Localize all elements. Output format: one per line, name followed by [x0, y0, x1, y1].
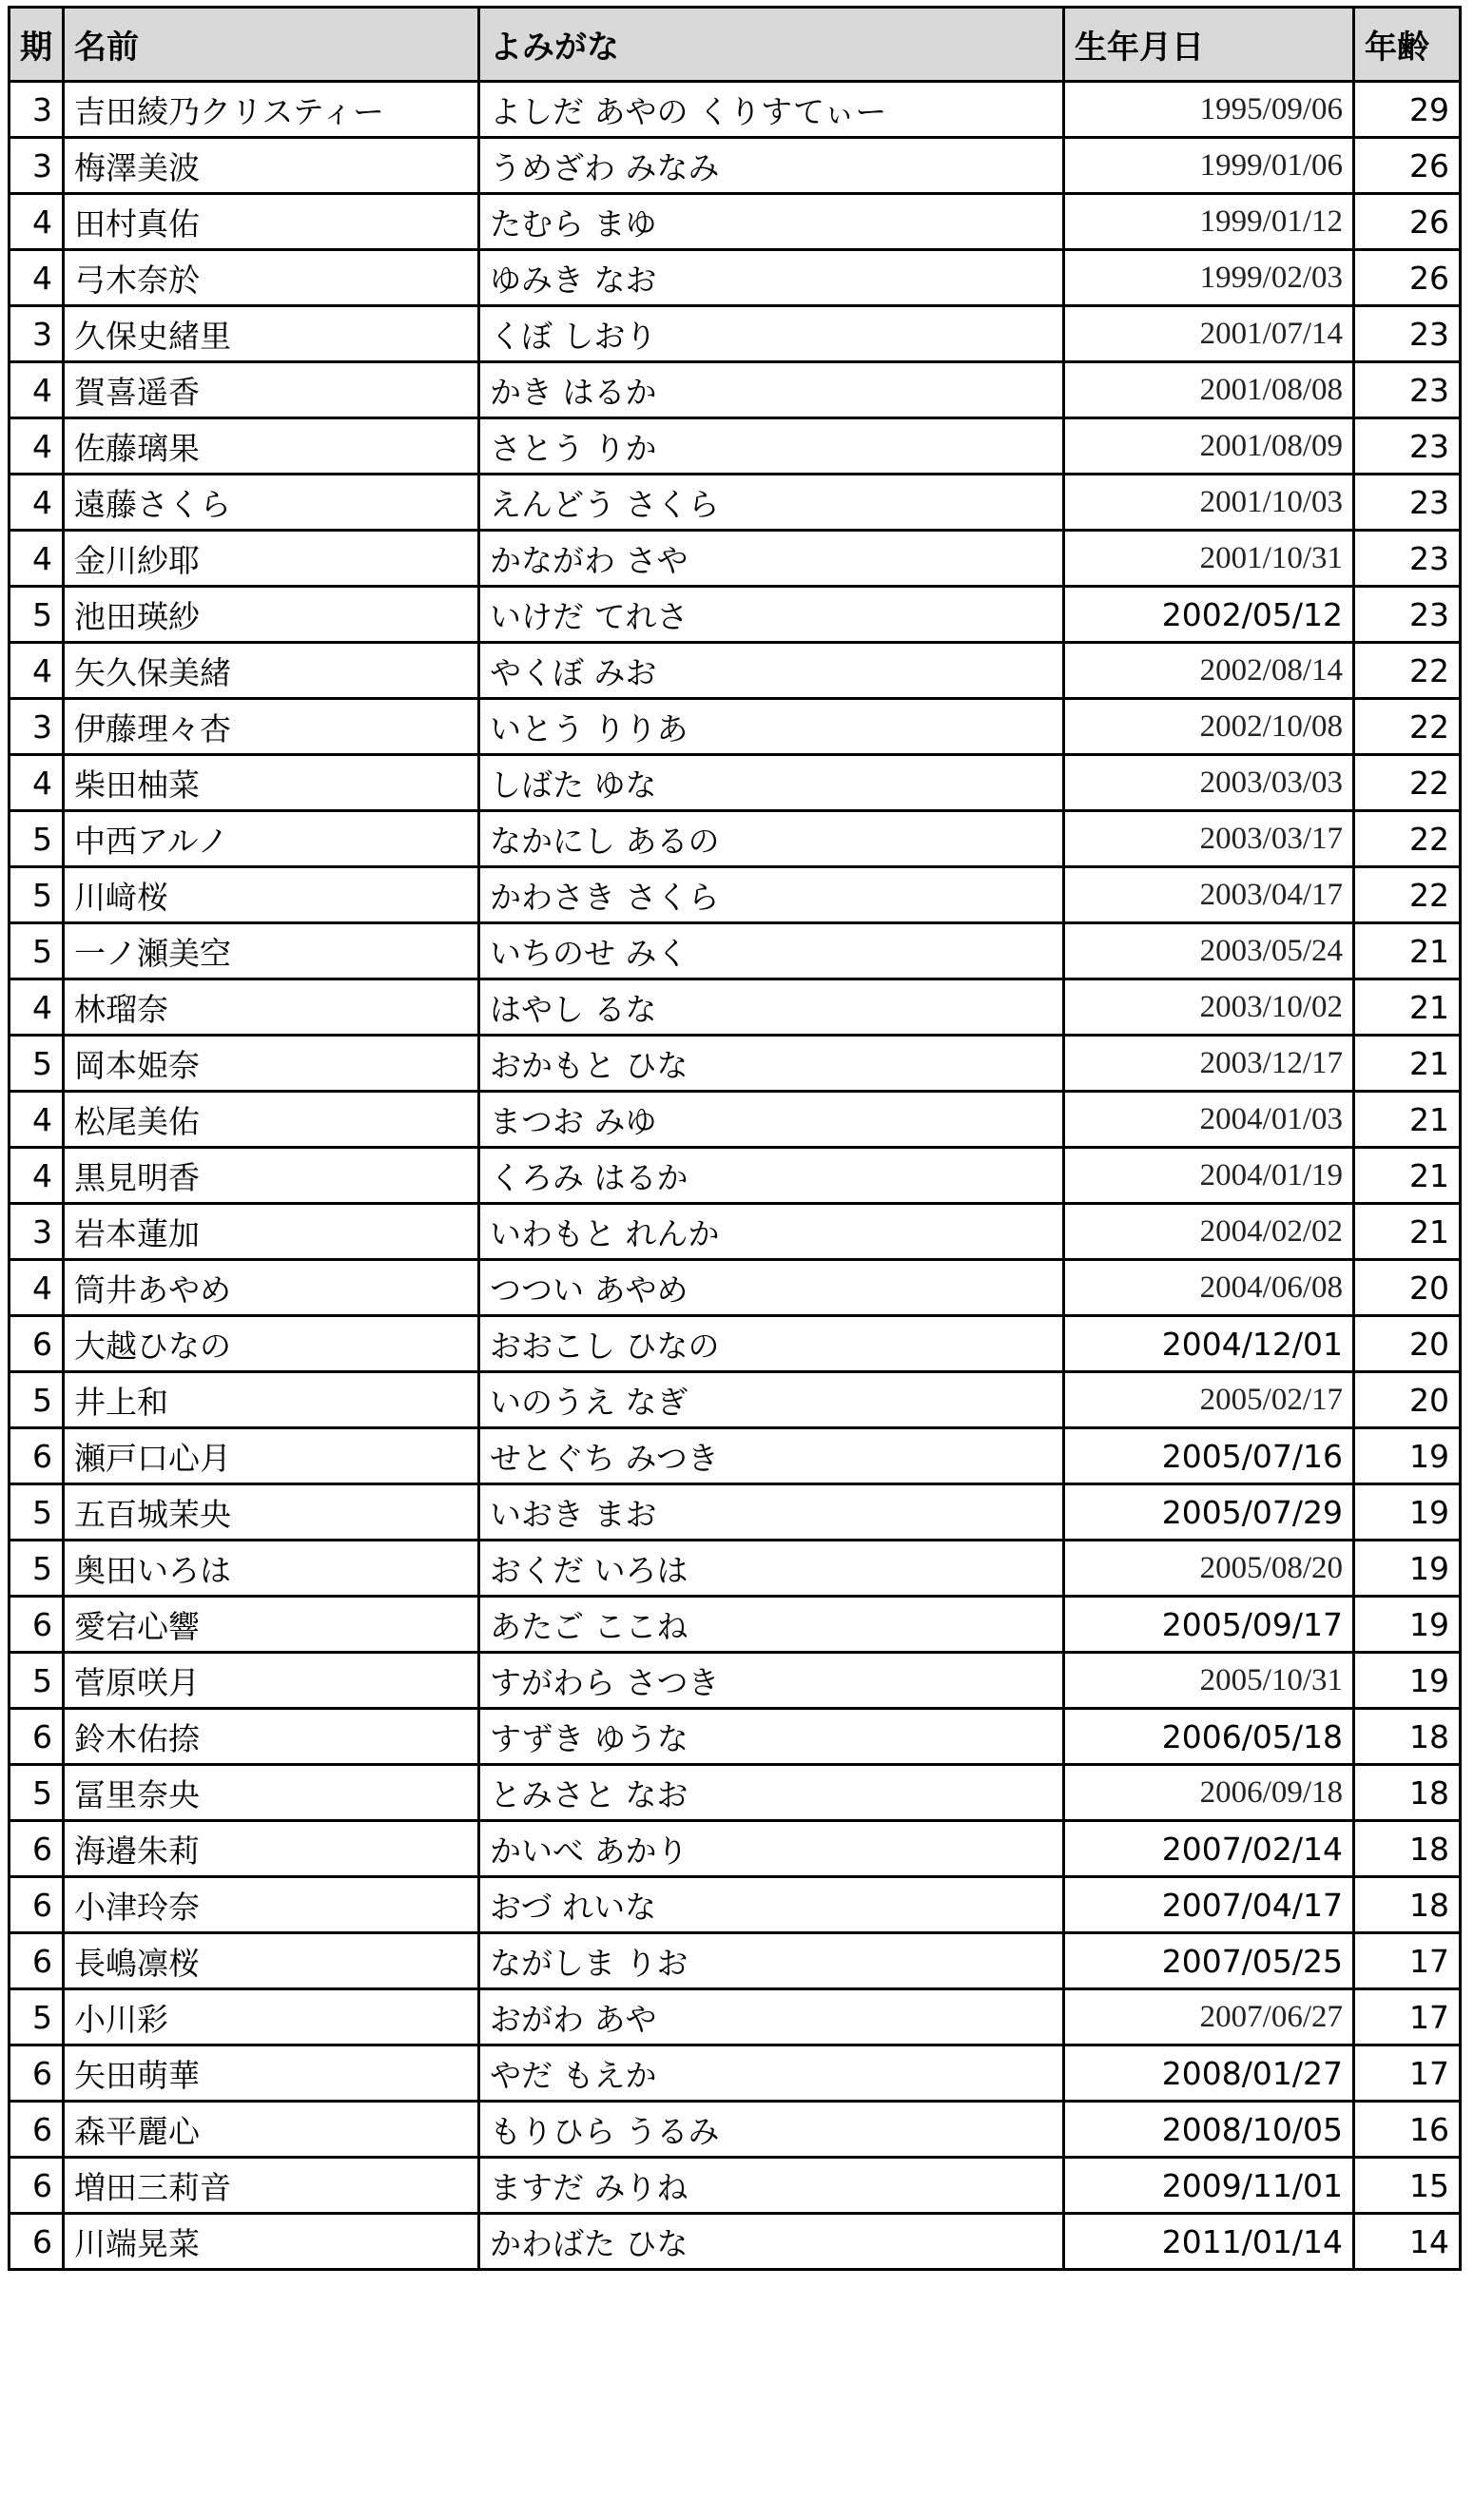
table-row: [10, 587, 1461, 643]
reading-cell[interactable]: もりひら うるみ: [479, 2102, 1064, 2158]
birthday-cell[interactable]: 2004/06/08: [1064, 1260, 1354, 1316]
name-cell[interactable]: 池田瑛紗: [64, 587, 479, 643]
table-row: [10, 194, 1461, 250]
generation-cell[interactable]: 4: [10, 1092, 64, 1148]
birthday-cell[interactable]: 2004/01/19: [1064, 1148, 1354, 1204]
table-header: [10, 8, 1461, 82]
birthday-cell[interactable]: 2001/10/03: [1064, 475, 1354, 531]
birthday-cell[interactable]: 1999/01/12: [1064, 194, 1354, 250]
reading-cell[interactable]: せとぐち みつき: [479, 1428, 1064, 1484]
age-cell[interactable]: 18: [1354, 1877, 1461, 1933]
table-row: [10, 1933, 1461, 1989]
age-cell[interactable]: 19: [1354, 1653, 1461, 1709]
birthday-cell[interactable]: 2005/07/16: [1064, 1428, 1354, 1484]
table-row: [10, 1653, 1461, 1709]
birthday-cell[interactable]: 2007/05/25: [1064, 1933, 1354, 1989]
age-cell[interactable]: 20: [1354, 1372, 1461, 1428]
table-row: [10, 362, 1461, 418]
table-row: [10, 755, 1461, 811]
table-row: [10, 2214, 1461, 2270]
generation-cell[interactable]: 6: [10, 2158, 64, 2214]
age-cell[interactable]: 16: [1354, 2102, 1461, 2158]
age-cell[interactable]: 22: [1354, 699, 1461, 755]
table-row: [10, 699, 1461, 755]
table-row: [10, 1541, 1461, 1597]
generation-cell[interactable]: 6: [10, 2045, 64, 2102]
reading-cell[interactable]: かき はるか: [479, 362, 1064, 418]
age-cell[interactable]: 17: [1354, 1933, 1461, 1989]
name-cell[interactable]: 森平麗心: [64, 2102, 479, 2158]
age-cell[interactable]: 23: [1354, 418, 1461, 475]
reading-cell[interactable]: つつい あやめ: [479, 1260, 1064, 1316]
generation-cell[interactable]: 5: [10, 1765, 64, 1821]
age-cell[interactable]: 19: [1354, 1541, 1461, 1597]
generation-cell[interactable]: 4: [10, 531, 64, 587]
birthday-cell[interactable]: 2003/04/17: [1064, 867, 1354, 923]
age-cell[interactable]: 17: [1354, 2045, 1461, 2102]
name-cell[interactable]: 金川紗耶: [64, 531, 479, 587]
age-cell[interactable]: 15: [1354, 2158, 1461, 2214]
birthday-cell[interactable]: 2005/02/17: [1064, 1372, 1354, 1428]
name-cell[interactable]: 鈴木佑捺: [64, 1709, 479, 1765]
name-cell[interactable]: 小津玲奈: [64, 1877, 479, 1933]
name-cell[interactable]: 伊藤理々杏: [64, 699, 479, 755]
birthday-cell[interactable]: 2007/04/17: [1064, 1877, 1354, 1933]
reading-cell[interactable]: すがわら さつき: [479, 1653, 1064, 1709]
age-cell[interactable]: 14: [1354, 2214, 1461, 2270]
birthday-cell[interactable]: 2005/07/29: [1064, 1484, 1354, 1541]
table-row: [10, 1092, 1461, 1148]
reading-cell[interactable]: ながしま りお: [479, 1933, 1064, 1989]
generation-cell[interactable]: 6: [10, 1933, 64, 1989]
age-cell[interactable]: 18: [1354, 1709, 1461, 1765]
table-row: [10, 1204, 1461, 1260]
header-name[interactable]: 名前: [64, 8, 479, 82]
birthday-cell[interactable]: 2001/08/08: [1064, 362, 1354, 418]
age-cell[interactable]: 21: [1354, 1092, 1461, 1148]
generation-cell[interactable]: 4: [10, 755, 64, 811]
name-cell[interactable]: 賀喜遥香: [64, 362, 479, 418]
generation-cell[interactable]: 4: [10, 475, 64, 531]
generation-cell[interactable]: 5: [10, 587, 64, 643]
table-row: [10, 475, 1461, 531]
age-cell[interactable]: 26: [1354, 194, 1461, 250]
generation-cell[interactable]: 5: [10, 811, 64, 867]
reading-cell[interactable]: よしだ あやの くりすてぃー: [479, 82, 1064, 138]
name-cell[interactable]: 井上和: [64, 1372, 479, 1428]
name-cell[interactable]: 佐藤璃果: [64, 418, 479, 475]
reading-cell[interactable]: いわもと れんか: [479, 1204, 1064, 1260]
generation-cell[interactable]: 6: [10, 1428, 64, 1484]
generation-cell[interactable]: 5: [10, 1372, 64, 1428]
name-cell[interactable]: 松尾美佑: [64, 1092, 479, 1148]
name-cell[interactable]: 筒井あやめ: [64, 1260, 479, 1316]
generation-cell[interactable]: 6: [10, 2214, 64, 2270]
reading-cell[interactable]: すずき ゆうな: [479, 1709, 1064, 1765]
birthday-cell[interactable]: 1999/01/06: [1064, 138, 1354, 194]
table-row: [10, 979, 1461, 1036]
name-cell[interactable]: 奥田いろは: [64, 1541, 479, 1597]
table-row: [10, 1709, 1461, 1765]
table-row: [10, 1989, 1461, 2045]
name-cell[interactable]: 久保史緒里: [64, 306, 479, 362]
member-table: [8, 6, 1462, 2271]
age-cell[interactable]: 17: [1354, 1989, 1461, 2045]
reading-cell[interactable]: えんどう さくら: [479, 475, 1064, 531]
generation-cell[interactable]: 3: [10, 699, 64, 755]
generation-cell[interactable]: 4: [10, 362, 64, 418]
birthday-cell[interactable]: 2011/01/14: [1064, 2214, 1354, 2270]
name-cell[interactable]: 柴田柚菜: [64, 755, 479, 811]
name-cell[interactable]: 吉田綾乃クリスティー: [64, 82, 479, 138]
reading-cell[interactable]: かわさき さくら: [479, 867, 1064, 923]
table-row: [10, 138, 1461, 194]
generation-cell[interactable]: 4: [10, 1260, 64, 1316]
birthday-cell[interactable]: 2002/05/12: [1064, 587, 1354, 643]
reading-cell[interactable]: とみさと なお: [479, 1765, 1064, 1821]
generation-cell[interactable]: 5: [10, 1484, 64, 1541]
table-row: [10, 1260, 1461, 1316]
reading-cell[interactable]: うめざわ みなみ: [479, 138, 1064, 194]
generation-cell[interactable]: 6: [10, 1709, 64, 1765]
reading-cell[interactable]: なかにし あるの: [479, 811, 1064, 867]
generation-cell[interactable]: 5: [10, 1036, 64, 1092]
generation-cell[interactable]: 5: [10, 923, 64, 979]
name-cell[interactable]: 一ノ瀬美空: [64, 923, 479, 979]
birthday-cell[interactable]: 2005/08/20: [1064, 1541, 1354, 1597]
reading-cell[interactable]: しばた ゆな: [479, 755, 1064, 811]
reading-cell[interactable]: あたご ここね: [479, 1597, 1064, 1653]
table-row: [10, 1821, 1461, 1877]
age-cell[interactable]: 20: [1354, 1316, 1461, 1372]
birthday-cell[interactable]: 2008/01/27: [1064, 2045, 1354, 2102]
name-cell[interactable]: 中西アルノ: [64, 811, 479, 867]
table-row: [10, 1428, 1461, 1484]
table-row: [10, 82, 1461, 138]
reading-cell[interactable]: かわばた ひな: [479, 2214, 1064, 2270]
age-cell[interactable]: 19: [1354, 1597, 1461, 1653]
table-row: [10, 1765, 1461, 1821]
birthday-cell[interactable]: 2003/03/17: [1064, 811, 1354, 867]
reading-cell[interactable]: さとう りか: [479, 418, 1064, 475]
age-cell[interactable]: 23: [1354, 362, 1461, 418]
age-cell[interactable]: 21: [1354, 979, 1461, 1036]
birthday-cell[interactable]: 2005/10/31: [1064, 1653, 1354, 1709]
age-cell[interactable]: 22: [1354, 643, 1461, 699]
age-cell[interactable]: 23: [1354, 475, 1461, 531]
table-row: [10, 643, 1461, 699]
generation-cell[interactable]: 3: [10, 1204, 64, 1260]
table-row: [10, 811, 1461, 867]
birthday-cell[interactable]: 2007/02/14: [1064, 1821, 1354, 1877]
age-cell[interactable]: 21: [1354, 1204, 1461, 1260]
table-row: [10, 418, 1461, 475]
age-cell[interactable]: 23: [1354, 531, 1461, 587]
birthday-cell[interactable]: 2006/09/18: [1064, 1765, 1354, 1821]
reading-cell[interactable]: やくぼ みお: [479, 643, 1064, 699]
birthday-cell[interactable]: 2006/05/18: [1064, 1709, 1354, 1765]
age-cell[interactable]: 29: [1354, 82, 1461, 138]
birthday-cell[interactable]: 2001/10/31: [1064, 531, 1354, 587]
generation-cell[interactable]: 5: [10, 867, 64, 923]
name-cell[interactable]: 長嶋凛桜: [64, 1933, 479, 1989]
age-cell[interactable]: 18: [1354, 1821, 1461, 1877]
name-cell[interactable]: 菅原咲月: [64, 1653, 479, 1709]
table-row: [10, 1148, 1461, 1204]
table-row: [10, 306, 1461, 362]
birthday-cell[interactable]: 2001/07/14: [1064, 306, 1354, 362]
name-cell[interactable]: 梅澤美波: [64, 138, 479, 194]
name-cell[interactable]: 矢久保美緒: [64, 643, 479, 699]
generation-cell[interactable]: 5: [10, 1653, 64, 1709]
birthday-cell[interactable]: 1995/09/06: [1064, 82, 1354, 138]
table-row: [10, 2045, 1461, 2102]
header-birthday[interactable]: 生年月日: [1064, 8, 1354, 82]
reading-cell[interactable]: くぼ しおり: [479, 306, 1064, 362]
header-generation[interactable]: 期: [10, 8, 64, 82]
birthday-cell[interactable]: 2003/12/17: [1064, 1036, 1354, 1092]
birthday-cell[interactable]: 2003/03/03: [1064, 755, 1354, 811]
birthday-cell[interactable]: 2004/02/02: [1064, 1204, 1354, 1260]
generation-cell[interactable]: 6: [10, 1316, 64, 1372]
generation-cell[interactable]: 3: [10, 82, 64, 138]
table-row: [10, 250, 1461, 306]
age-cell[interactable]: 23: [1354, 306, 1461, 362]
age-cell[interactable]: 21: [1354, 1036, 1461, 1092]
generation-cell[interactable]: 6: [10, 1597, 64, 1653]
table-row: [10, 1484, 1461, 1541]
birthday-cell[interactable]: 1999/02/03: [1064, 250, 1354, 306]
table-row: [10, 1372, 1461, 1428]
table-row: [10, 867, 1461, 923]
name-cell[interactable]: 増田三莉音: [64, 2158, 479, 2214]
generation-cell[interactable]: 3: [10, 306, 64, 362]
name-cell[interactable]: 小川彩: [64, 1989, 479, 2045]
table-row: [10, 1316, 1461, 1372]
name-cell[interactable]: 瀬戸口心月: [64, 1428, 479, 1484]
reading-cell[interactable]: いのうえ なぎ: [479, 1372, 1064, 1428]
birthday-cell[interactable]: 2004/12/01: [1064, 1316, 1354, 1372]
generation-cell[interactable]: 3: [10, 138, 64, 194]
birthday-cell[interactable]: 2002/08/14: [1064, 643, 1354, 699]
name-cell[interactable]: 愛宕心響: [64, 1597, 479, 1653]
reading-cell[interactable]: おおこし ひなの: [479, 1316, 1064, 1372]
name-cell[interactable]: 冨里奈央: [64, 1765, 479, 1821]
reading-cell[interactable]: おかもと ひな: [479, 1036, 1064, 1092]
table-row: [10, 1597, 1461, 1653]
name-cell[interactable]: 岩本蓮加: [64, 1204, 479, 1260]
reading-cell[interactable]: かいべ あかり: [479, 1821, 1064, 1877]
generation-cell[interactable]: 4: [10, 1148, 64, 1204]
age-cell[interactable]: 20: [1354, 1260, 1461, 1316]
age-cell[interactable]: 18: [1354, 1765, 1461, 1821]
reading-cell[interactable]: まつお みゆ: [479, 1092, 1064, 1148]
header-row: [10, 8, 1461, 82]
name-cell[interactable]: 矢田萌華: [64, 2045, 479, 2102]
name-cell[interactable]: 川端晃菜: [64, 2214, 479, 2270]
name-cell[interactable]: 弓木奈於: [64, 250, 479, 306]
name-cell[interactable]: 林瑠奈: [64, 979, 479, 1036]
name-cell[interactable]: 川﨑桜: [64, 867, 479, 923]
table-row: [10, 1877, 1461, 1933]
birthday-cell[interactable]: 2004/01/03: [1064, 1092, 1354, 1148]
reading-cell[interactable]: ますだ みりね: [479, 2158, 1064, 2214]
reading-cell[interactable]: ゆみき なお: [479, 250, 1064, 306]
name-cell[interactable]: 海邉朱莉: [64, 1821, 479, 1877]
generation-cell[interactable]: 4: [10, 643, 64, 699]
generation-cell[interactable]: 5: [10, 1541, 64, 1597]
reading-cell[interactable]: おがわ あや: [479, 1989, 1064, 2045]
birthday-cell[interactable]: 2002/10/08: [1064, 699, 1354, 755]
generation-cell[interactable]: 5: [10, 1989, 64, 2045]
reading-cell[interactable]: くろみ はるか: [479, 1148, 1064, 1204]
generation-cell[interactable]: 4: [10, 194, 64, 250]
birthday-cell[interactable]: 2005/09/17: [1064, 1597, 1354, 1653]
header-reading[interactable]: よみがな: [479, 8, 1064, 82]
reading-cell[interactable]: いけだ てれさ: [479, 587, 1064, 643]
age-cell[interactable]: 21: [1354, 923, 1461, 979]
birthday-cell[interactable]: 2008/10/05: [1064, 2102, 1354, 2158]
generation-cell[interactable]: 4: [10, 418, 64, 475]
generation-cell[interactable]: 4: [10, 979, 64, 1036]
generation-cell[interactable]: 4: [10, 250, 64, 306]
reading-cell[interactable]: いとう りりあ: [479, 699, 1064, 755]
birthday-cell[interactable]: 2009/11/01: [1064, 2158, 1354, 2214]
generation-cell[interactable]: 6: [10, 1821, 64, 1877]
age-cell[interactable]: 21: [1354, 1148, 1461, 1204]
generation-cell[interactable]: 6: [10, 1877, 64, 1933]
birthday-cell[interactable]: 2007/06/27: [1064, 1989, 1354, 2045]
name-cell[interactable]: 遠藤さくら: [64, 475, 479, 531]
reading-cell[interactable]: やだ もえか: [479, 2045, 1064, 2102]
table-row: [10, 923, 1461, 979]
header-age[interactable]: 年齢: [1354, 8, 1461, 82]
reading-cell[interactable]: かながわ さや: [479, 531, 1064, 587]
reading-cell[interactable]: はやし るな: [479, 979, 1064, 1036]
age-cell[interactable]: 26: [1354, 138, 1461, 194]
name-cell[interactable]: 岡本姫奈: [64, 1036, 479, 1092]
reading-cell[interactable]: おづ れいな: [479, 1877, 1064, 1933]
reading-cell[interactable]: いちのせ みく: [479, 923, 1064, 979]
birthday-cell[interactable]: 2003/10/02: [1064, 979, 1354, 1036]
age-cell[interactable]: 22: [1354, 811, 1461, 867]
table-body: [10, 82, 1461, 2270]
reading-cell[interactable]: たむら まゆ: [479, 194, 1064, 250]
table-row: [10, 2102, 1461, 2158]
age-cell[interactable]: 19: [1354, 1484, 1461, 1541]
age-cell[interactable]: 22: [1354, 755, 1461, 811]
table-row: [10, 2158, 1461, 2214]
birthday-cell[interactable]: 2001/08/09: [1064, 418, 1354, 475]
reading-cell[interactable]: おくだ いろは: [479, 1541, 1064, 1597]
age-cell[interactable]: 22: [1354, 867, 1461, 923]
age-cell[interactable]: 23: [1354, 587, 1461, 643]
name-cell[interactable]: 田村真佑: [64, 194, 479, 250]
generation-cell[interactable]: 6: [10, 2102, 64, 2158]
name-cell[interactable]: 五百城茉央: [64, 1484, 479, 1541]
age-cell[interactable]: 26: [1354, 250, 1461, 306]
name-cell[interactable]: 大越ひなの: [64, 1316, 479, 1372]
name-cell[interactable]: 黒見明香: [64, 1148, 479, 1204]
table-row: [10, 531, 1461, 587]
table-row: [10, 1036, 1461, 1092]
reading-cell[interactable]: いおき まお: [479, 1484, 1064, 1541]
age-cell[interactable]: 19: [1354, 1428, 1461, 1484]
birthday-cell[interactable]: 2003/05/24: [1064, 923, 1354, 979]
